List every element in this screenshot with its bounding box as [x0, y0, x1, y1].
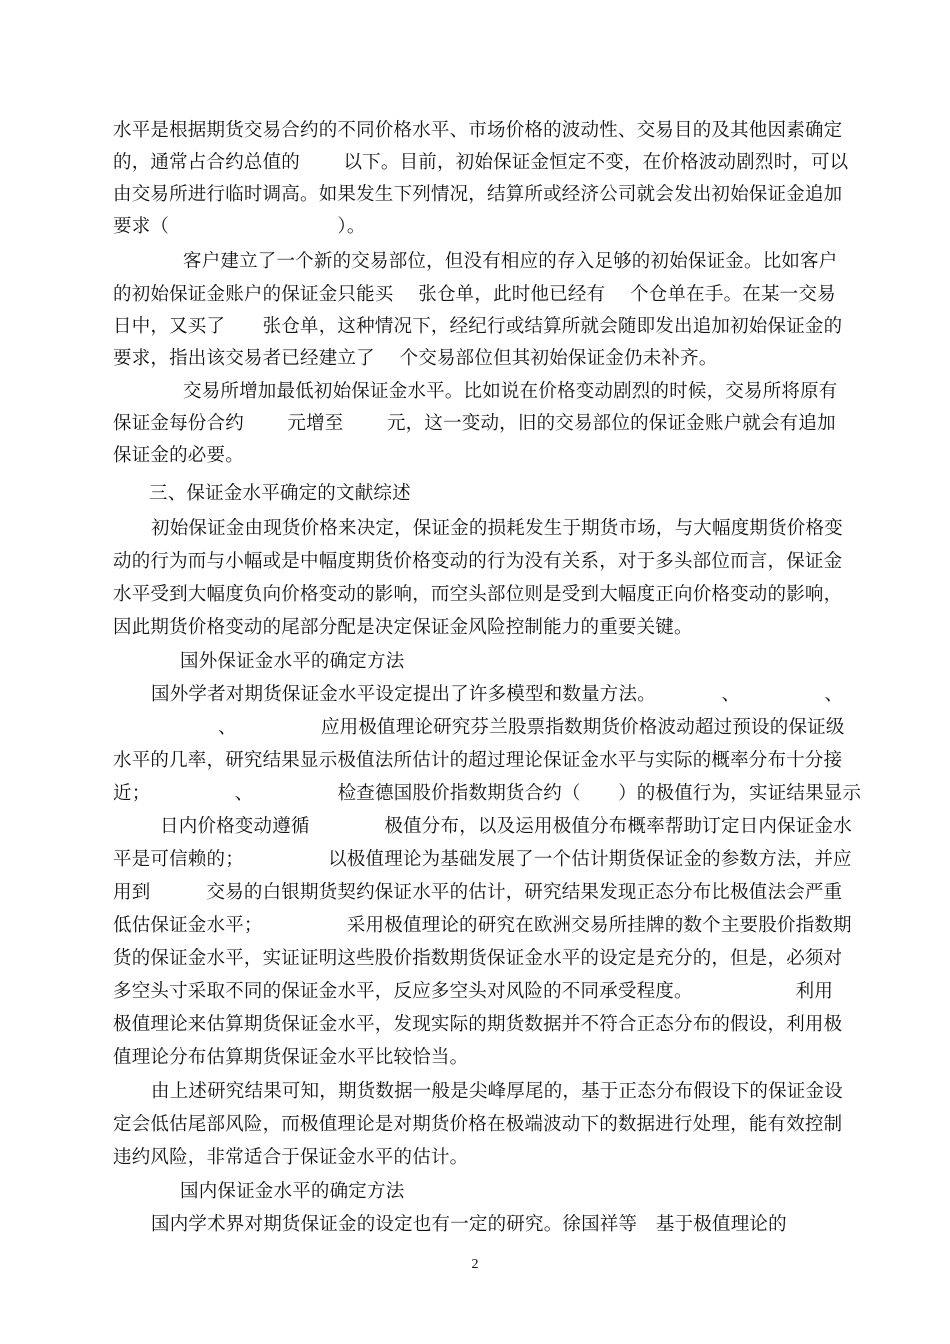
text-line: 货的保证金水平，实证证明这些股价指数期货保证金水平的设定是充分的，但是，必须对 [113, 948, 843, 969]
text-line: 初始保证金由现货价格来决定，保证金的损耗发生于期货市场，与大幅度期货价格变 [151, 518, 843, 539]
text-line: 因此期货价格变动的尾部分配是决定保证金风险控制能力的重要关键。 [113, 617, 693, 638]
text-line: 低估保证金水平； 采用极值理论的研究在欧洲交易所挂牌的数个主要股价指数期 [113, 915, 852, 936]
text-line: 多空头寸采取不同的保证金水平，反应多空头对风险的不同承受程度。 利用 [113, 981, 834, 1002]
text-line: 要求，指出该交易者已经建立了 个交易部位但其初始保证金仍未补齐。 [113, 348, 718, 369]
text-line: 国内学术界对期货保证金的设定也有一定的研究。徐国祥等 基于极值理论的 [151, 1214, 787, 1235]
text-line: 日中，又买了 张仓单，这种情况下，经纪行或结算所就会随即发出追加初始保证金的 [113, 316, 843, 337]
text-line: 客户建立了一个新的交易部位，但没有相应的存入足够的初始保证金。比如客户 [183, 251, 838, 272]
text-line: 日内价格变动遵循 极值分布，以及运用极值分布概率帮助订定日内保证金水 [160, 816, 852, 837]
text-line: 违约风险，非常适合于保证金水平的估计。 [113, 1147, 469, 1168]
text-line: 保证金每份合约 元增至 元，这一变动，旧的交易部位的保证金账户就会有追加 [113, 413, 836, 434]
text-line: 、 应用极值理论研究芬兰股票指数期货价格波动超过预设的保证级 [218, 717, 845, 738]
section-heading: 三、保证金水平确定的文献综述 [149, 483, 411, 504]
text-line: 用到 交易的白银期货契约保证水平的估计，研究结果发现正态分布比极值法会严重 [113, 882, 843, 903]
text-line: 动的行为而与小幅或是中幅度期货价格变动的行为没有关系，对于多头部位而言，保证金 [113, 551, 843, 572]
page-number: 2 [471, 1257, 479, 1272]
text-line: 水平的几率，研究结果显示极值法所估计的超过理论保证金水平与实际的概率分布十分接 [113, 750, 843, 771]
text-line: 定会低估尾部风险，而极值理论是对期货价格在极端波动下的数据进行处理，能有效控制 [113, 1114, 843, 1135]
text-line: 的，通常占合约总值的 以下。目前，初始保证金恒定不变，在价格波动剧烈时，可以 [113, 152, 849, 173]
text-line: 近； 、 检查德国股价指数期货合约（ ）的极值行为，实证结果显示 [113, 783, 862, 804]
text-line: 平是可信赖的； 以极值理论为基础发展了一个估计期货保证金的参数方法，并应 [113, 849, 852, 870]
text-line: 由交易所进行临时调高。如果发生下列情况，结算所或经济公司就会发出初始保证金追加 [113, 184, 843, 205]
text-line: 国外学者对期货保证金水平设定提出了许多模型和数量方法。 、 、 [151, 684, 844, 705]
text-line: 交易所增加最低初始保证金水平。比如说在价格变动剧烈的时候，交易所将原有 [183, 381, 838, 402]
text-line: 保证金的必要。 [113, 445, 244, 466]
subsection-heading: 国外保证金水平的确定方法 [180, 651, 405, 672]
text-line: 由上述研究结果可知，期货数据一般是尖峰厚尾的，基于正态分布假设下的保证金设 [151, 1081, 843, 1102]
text-line: 的初始保证金账户的保证金只能买 张仓单，此时他已经有 个仓单在手。在某一交易 [113, 284, 836, 305]
text-line: 值理论分布估算期货保证金水平比较恰当。 [113, 1047, 469, 1068]
subsection-heading: 国内保证金水平的确定方法 [180, 1181, 405, 1202]
text-line: 极值理论来估算期货保证金水平，发现实际的期货数据并不符合正态分布的假设，利用极 [113, 1014, 843, 1035]
text-line: 水平受到大幅度负向价格变动的影响，而空头部位则是受到大幅度正向价格变动的影响， [113, 584, 843, 605]
text-line: 水平是根据期货交易合约的不同价格水平、市场价格的波动性、交易目的及其他因素确定 [113, 120, 843, 141]
text-line: 要求（ ）。 [113, 216, 366, 237]
